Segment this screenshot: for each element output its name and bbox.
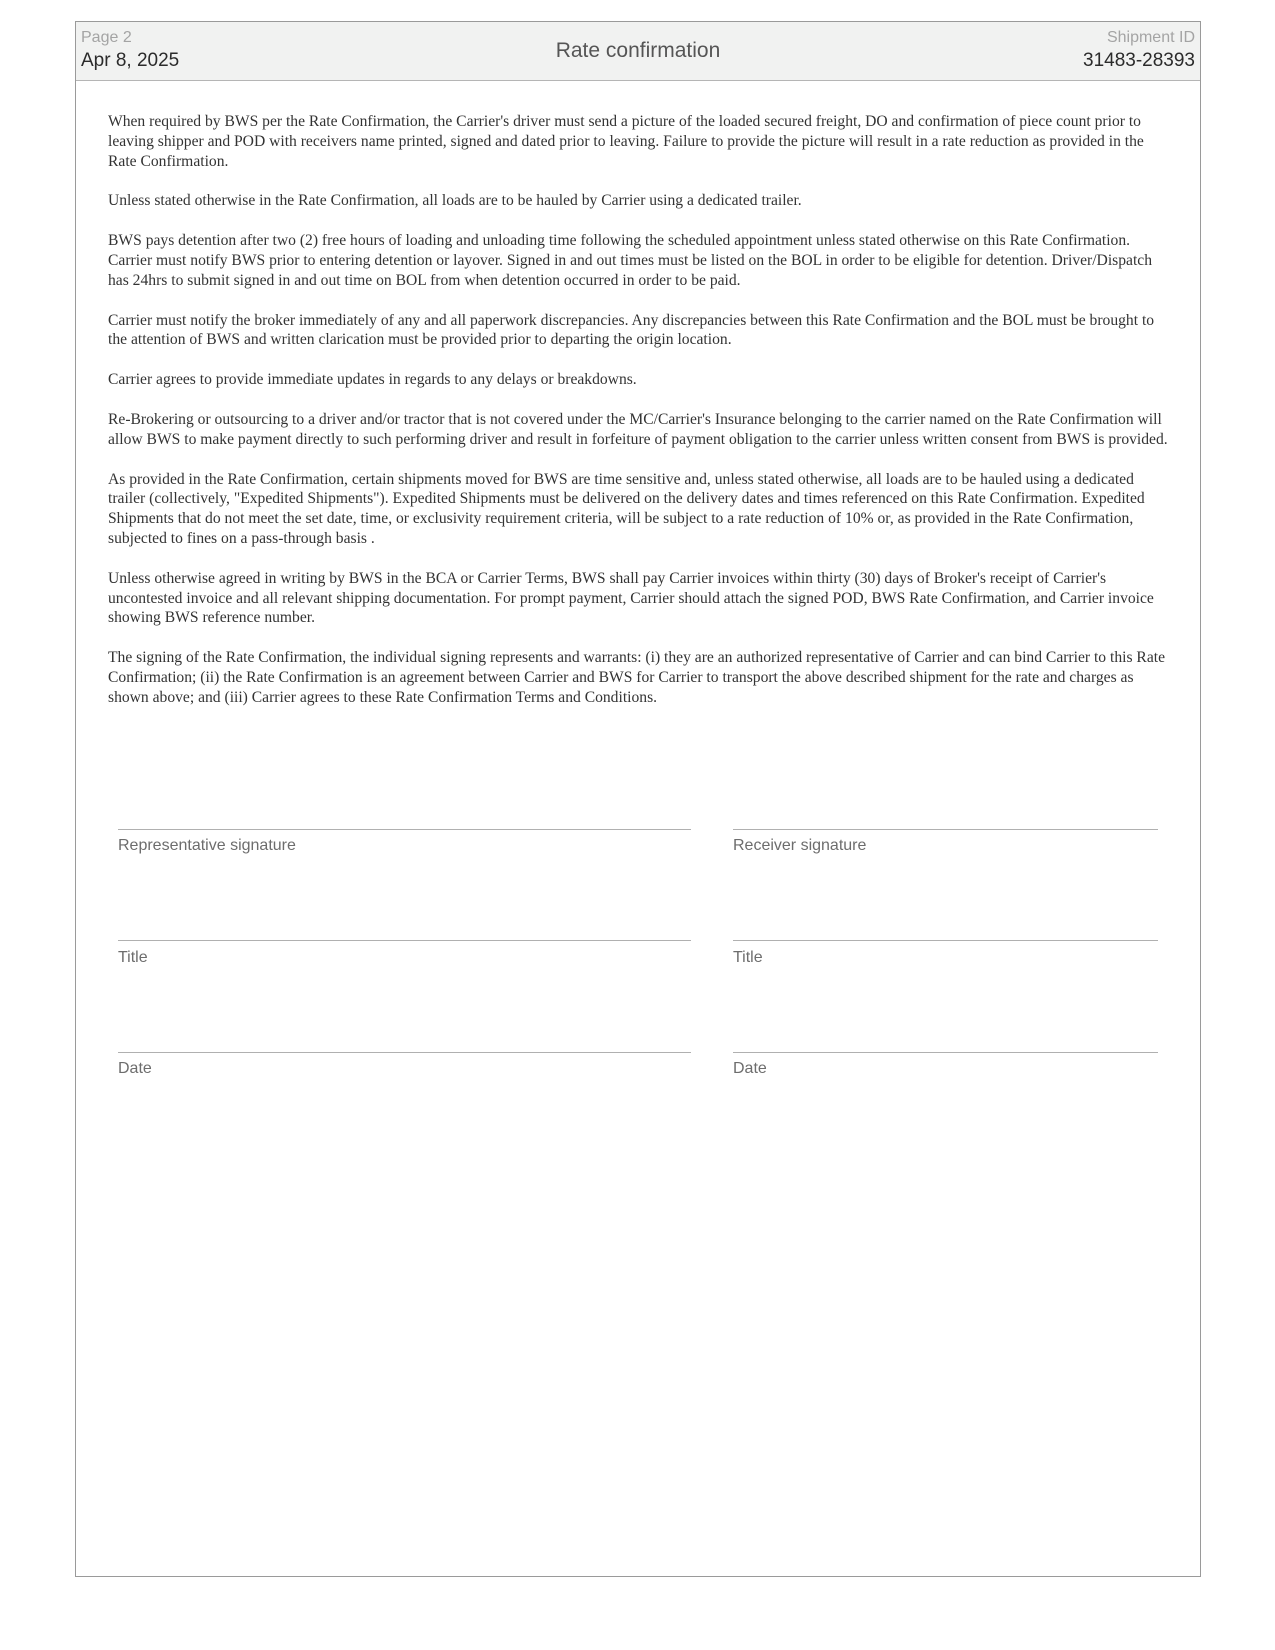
receiver-date-label: Date [733, 1060, 767, 1077]
representative-signature-label: Representative signature [118, 837, 296, 854]
representative-title-label: Title [118, 949, 148, 966]
terms-paragraph: As provided in the Rate Confirmation, certain shipments moved for BWS are time sensitive and, unless stated otherwise, all loads are to be hauled using a dedicated trailer (collectively, "Expedited Shipments"). Expedited Shipments must be delivered on the delivery dates and times referenced on this Rate Confirmation. Expedited Shipments that do not meet the set date, time, or exclusivity requirement criteria, will be subject to a rate reduction of 10% or, as provided in the Rate Confirmation, subjected to fines on a pass-through basis . [108, 470, 1145, 547]
receiver-signature-label: Receiver signature [733, 837, 867, 854]
shipment-id-label: Shipment ID [1106, 29, 1195, 46]
representative-date-label: Date [118, 1060, 152, 1077]
terms-paragraph: When required by BWS per the Rate Confirmation, the Carrier's driver must send a picture of the loaded secured freight, DO and confirmation of piece count prior to leaving shipper and POD with receivers name printed, signed and dated prior to leaving. Failure to provide the picture will result in a rate reduction as provided in the Rate Confirmation. [108, 113, 1144, 170]
receiver-title-label: Title [733, 949, 763, 966]
receiver-date-line[interactable] [733, 1052, 1158, 1053]
representative-date-line[interactable] [118, 1052, 691, 1053]
page-title: Rate confirmation [555, 39, 721, 62]
representative-title-line[interactable] [118, 940, 691, 941]
terms-paragraph: Unless stated otherwise in the Rate Confirmation, all loads are to be hauled by Carrier using a dedicated trailer. [108, 192, 802, 210]
terms-and-conditions [108, 112, 1174, 728]
page-header [76, 22, 1200, 81]
terms-paragraph: Re-Brokering or outsourcing to a driver and/or tractor that is not covered under the MC/Carrier's Insurance belonging to the carrier named on the Rate Confirmation will allow BWS to make payment directly to such performing driver and result in forfeiture of payment obligation to the carrier unless written consent from BWS is provided. [108, 410, 1168, 448]
terms-paragraph: The signing of the Rate Confirmation, the individual signing represents and warrants: (i) they are an authorized representative of Carrier and can bind Carrier to this Rate Confirmation; (ii) the Rate Confirmation is an agreement between Carrier and BWS for Carrier to transport the above described shipment for the rate and charges as shown above; and (iii) Carrier agrees to these Rate Confirmation Terms and Conditions. [108, 649, 1166, 706]
header-right [1083, 28, 1195, 74]
terms-paragraph: Carrier agrees to provide immediate updates in regards to any delays or breakdowns. [108, 371, 637, 389]
document-page [75, 21, 1201, 1577]
terms-paragraph: Unless otherwise agreed in writing by BWS in the BCA or Carrier Terms, BWS shall pay Carrier invoices within thirty (30) days of Broker's receipt of Carrier's uncontested invoice and all relevant shipping documentation. For prompt payment, Carrier should attach the signed POD, BWS Rate Confirmation, and Carrier invoice showing BWS reference number. [108, 569, 1154, 627]
terms-paragraph: BWS pays detention after two (2) free hours of loading and unloading time following the scheduled appointment unless stated otherwise on this Rate Confirmation. Carrier must notify BWS prior to entering detention or layover. Signed in and out times must be listed on the BOL in order to be eligible for detention. Driver/Dispatch has 24hrs to submit signed in and out time on BOL from when detention occurred in order to be paid. [108, 232, 1152, 289]
page-number: Page 2 [81, 29, 132, 46]
document-date: Apr 8, 2025 [81, 50, 180, 71]
shipment-id-value: 31483-28393 [1083, 50, 1195, 71]
terms-paragraph: Carrier must notify the broker immediately of any and all paperwork discrepancies. Any discrepancies between this Rate Confirmation and the BOL must be brought to the attention of BWS and written clarication must be provided prior to departing the origin location. [108, 311, 1155, 349]
receiver-title-line[interactable] [733, 940, 1158, 941]
representative-signature-line[interactable] [118, 829, 691, 830]
receiver-signature-line[interactable] [733, 829, 1158, 830]
